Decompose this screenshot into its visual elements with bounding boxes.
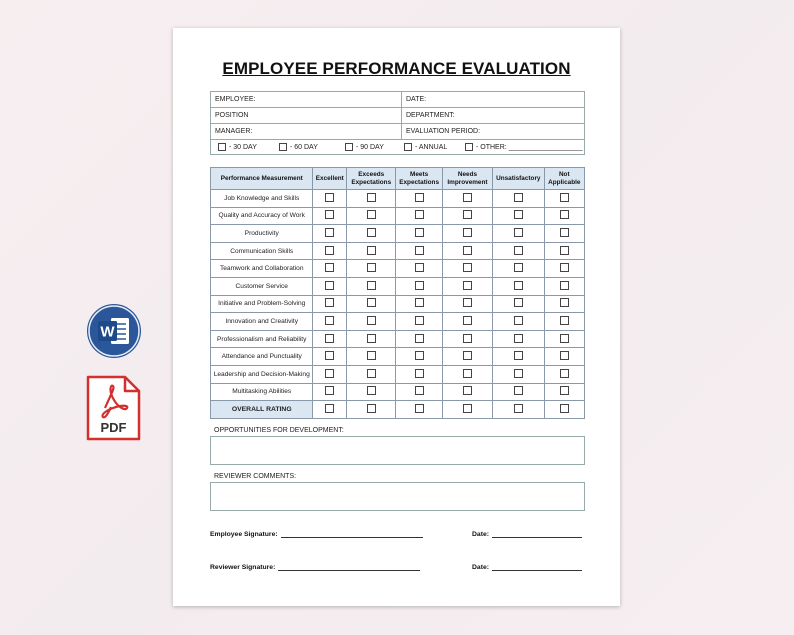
rating-cell bbox=[442, 401, 492, 419]
rating-cell bbox=[442, 365, 492, 383]
rating-cell bbox=[347, 242, 396, 260]
rating-cell bbox=[493, 260, 545, 278]
rating-checkbox[interactable] bbox=[463, 369, 472, 378]
rating-cell bbox=[442, 383, 492, 401]
word-icon-letter: W bbox=[100, 323, 115, 341]
rating-cell bbox=[347, 383, 396, 401]
rating-checkbox[interactable] bbox=[325, 334, 334, 343]
rating-checkbox[interactable] bbox=[325, 281, 334, 290]
rating-checkbox[interactable] bbox=[463, 281, 472, 290]
rating-cell bbox=[442, 277, 492, 295]
rating-checkbox[interactable] bbox=[325, 386, 334, 395]
rating-checkbox[interactable] bbox=[415, 210, 424, 219]
rating-checkbox[interactable] bbox=[367, 246, 376, 255]
rating-cell bbox=[396, 207, 443, 225]
rating-checkbox[interactable] bbox=[463, 298, 472, 307]
rating-cell bbox=[544, 207, 584, 225]
rating-checkbox[interactable] bbox=[560, 193, 569, 202]
reviewer-signature-line[interactable] bbox=[278, 563, 420, 571]
rating-cell bbox=[544, 365, 584, 383]
rating-checkbox[interactable] bbox=[325, 298, 334, 307]
rating-cell bbox=[396, 277, 443, 295]
rating-cell bbox=[313, 242, 347, 260]
rating-checkbox[interactable] bbox=[325, 263, 334, 272]
table-row bbox=[211, 313, 585, 331]
rating-cell bbox=[313, 225, 347, 243]
rating-cell bbox=[493, 313, 545, 331]
rating-checkbox[interactable] bbox=[514, 351, 523, 360]
rating-checkbox[interactable] bbox=[415, 298, 424, 307]
rating-cell bbox=[493, 207, 545, 225]
rating-checkbox[interactable] bbox=[560, 281, 569, 290]
reviewer-date-line[interactable] bbox=[492, 563, 582, 571]
rating-cell bbox=[544, 401, 584, 419]
reviewer-date-label: Date: bbox=[472, 564, 489, 571]
rating-cell bbox=[347, 401, 396, 419]
comments-input[interactable] bbox=[210, 482, 585, 511]
rating-cell bbox=[396, 330, 443, 348]
rating-checkbox[interactable] bbox=[463, 316, 472, 325]
rating-checkbox[interactable] bbox=[463, 193, 472, 202]
rating-checkbox[interactable] bbox=[514, 298, 523, 307]
period-option-annual[interactable]: - ANNUAL bbox=[404, 143, 447, 151]
employee-field[interactable]: EMPLOYEE: bbox=[211, 92, 402, 108]
checkbox-icon[interactable] bbox=[279, 143, 287, 151]
pdf-icon bbox=[85, 374, 142, 442]
rating-cell bbox=[396, 348, 443, 366]
rating-checkbox[interactable] bbox=[415, 404, 424, 413]
table-row bbox=[211, 190, 585, 208]
department-field[interactable]: DEPARTMENT: bbox=[402, 108, 585, 124]
rating-cell bbox=[442, 207, 492, 225]
page-title: EMPLOYEE PERFORMANCE EVALUATION bbox=[222, 59, 571, 78]
rating-cell bbox=[442, 330, 492, 348]
criteria-label: Multitasking Abilities bbox=[211, 383, 313, 401]
criteria-label: Quality and Accuracy of Work bbox=[211, 207, 313, 225]
rating-checkbox[interactable] bbox=[514, 316, 523, 325]
employee-date bbox=[472, 530, 582, 538]
table-row bbox=[211, 277, 585, 295]
rating-checkbox[interactable] bbox=[514, 246, 523, 255]
rating-checkbox[interactable] bbox=[463, 404, 472, 413]
rating-checkbox[interactable] bbox=[463, 263, 472, 272]
rating-checkbox[interactable] bbox=[367, 210, 376, 219]
rating-cell bbox=[493, 348, 545, 366]
rating-checkbox[interactable] bbox=[325, 246, 334, 255]
rating-checkbox[interactable] bbox=[514, 228, 523, 237]
header-excellent: Excellent bbox=[313, 168, 347, 190]
rating-cell bbox=[396, 190, 443, 208]
header-exceeds-expectations: Exceeds Expectations bbox=[347, 168, 396, 190]
date-field[interactable]: DATE: bbox=[402, 92, 585, 108]
rating-cell bbox=[396, 401, 443, 419]
manager-field[interactable]: MANAGER: bbox=[211, 124, 402, 140]
rating-cell bbox=[313, 277, 347, 295]
rating-checkbox[interactable] bbox=[560, 386, 569, 395]
position-field[interactable]: POSITION bbox=[211, 108, 402, 124]
rating-checkbox[interactable] bbox=[560, 369, 569, 378]
rating-cell bbox=[544, 242, 584, 260]
rating-cell bbox=[442, 242, 492, 260]
rating-checkbox[interactable] bbox=[514, 210, 523, 219]
rating-checkbox[interactable] bbox=[514, 334, 523, 343]
rating-cell bbox=[493, 190, 545, 208]
table-row bbox=[211, 207, 585, 225]
rating-cell bbox=[396, 295, 443, 313]
rating-cell bbox=[396, 242, 443, 260]
rating-cell bbox=[347, 313, 396, 331]
rating-checkbox[interactable] bbox=[367, 263, 376, 272]
rating-cell bbox=[313, 383, 347, 401]
rating-checkbox[interactable] bbox=[415, 351, 424, 360]
header-criteria: Performance Measurement bbox=[211, 168, 313, 190]
rating-checkbox[interactable] bbox=[514, 281, 523, 290]
rating-cell bbox=[544, 277, 584, 295]
evaluation-sheet bbox=[173, 28, 620, 606]
criteria-label: Productivity bbox=[211, 225, 313, 243]
rating-cell bbox=[544, 225, 584, 243]
rating-checkbox[interactable] bbox=[560, 404, 569, 413]
reviewer-signature bbox=[210, 563, 420, 571]
rating-cell bbox=[313, 401, 347, 419]
rating-cell bbox=[313, 295, 347, 313]
comments-label: REVIEWER COMMENTS: bbox=[214, 473, 297, 480]
header-needs-improvement: Needs Improvement bbox=[442, 168, 492, 190]
checkbox-icon[interactable] bbox=[345, 143, 353, 151]
rating-checkbox[interactable] bbox=[514, 193, 523, 202]
rating-checkbox[interactable] bbox=[367, 369, 376, 378]
rating-checkbox[interactable] bbox=[415, 334, 424, 343]
rating-cell bbox=[493, 295, 545, 313]
rating-cell bbox=[313, 207, 347, 225]
rating-cell bbox=[442, 260, 492, 278]
table-row bbox=[211, 330, 585, 348]
rating-cell bbox=[347, 277, 396, 295]
rating-checkbox[interactable] bbox=[415, 386, 424, 395]
checkbox-icon[interactable] bbox=[465, 143, 473, 151]
rating-cell bbox=[347, 295, 396, 313]
period-option-90-day[interactable]: - 90 DAY bbox=[345, 143, 384, 151]
rating-cell bbox=[347, 348, 396, 366]
rating-cell bbox=[544, 313, 584, 331]
rating-checkbox[interactable] bbox=[560, 246, 569, 255]
rating-cell bbox=[347, 207, 396, 225]
rating-checkbox[interactable] bbox=[415, 246, 424, 255]
period-option-30-day[interactable]: - 30 DAY bbox=[218, 143, 257, 151]
rating-checkbox[interactable] bbox=[514, 404, 523, 413]
rating-cell bbox=[442, 313, 492, 331]
rating-checkbox[interactable] bbox=[560, 351, 569, 360]
rating-cell bbox=[544, 383, 584, 401]
rating-cell bbox=[396, 365, 443, 383]
employee-signature-label: Employee Signature: bbox=[210, 531, 278, 538]
rating-cell bbox=[442, 295, 492, 313]
reviewer-signature-label: Reviewer Signature: bbox=[210, 564, 276, 571]
criteria-label: Initiative and Problem-Solving bbox=[211, 295, 313, 313]
criteria-label: Customer Service bbox=[211, 277, 313, 295]
rating-cell bbox=[347, 260, 396, 278]
reviewer-date bbox=[472, 563, 582, 571]
rating-cell bbox=[493, 330, 545, 348]
rating-cell bbox=[493, 401, 545, 419]
rating-cell bbox=[347, 365, 396, 383]
rating-checkbox[interactable] bbox=[325, 316, 334, 325]
rating-cell bbox=[347, 190, 396, 208]
criteria-label: Innovation and Creativity bbox=[211, 313, 313, 331]
rating-cell bbox=[493, 277, 545, 295]
table-row bbox=[211, 383, 585, 401]
rating-checkbox[interactable] bbox=[560, 316, 569, 325]
header-meets-expectations: Meets Expectations bbox=[396, 168, 443, 190]
rating-checkbox[interactable] bbox=[514, 369, 523, 378]
criteria-label: Teamwork and Collaboration bbox=[211, 260, 313, 278]
rating-checkbox[interactable] bbox=[415, 228, 424, 237]
employee-date-label: Date: bbox=[472, 531, 489, 538]
rating-checkbox[interactable] bbox=[560, 263, 569, 272]
rating-checkbox[interactable] bbox=[325, 351, 334, 360]
rating-cell bbox=[313, 313, 347, 331]
rating-checkbox[interactable] bbox=[463, 246, 472, 255]
rating-cell bbox=[544, 260, 584, 278]
rating-checkbox[interactable] bbox=[367, 228, 376, 237]
rating-cell bbox=[313, 365, 347, 383]
rating-checkbox[interactable] bbox=[415, 263, 424, 272]
rating-checkbox[interactable] bbox=[367, 351, 376, 360]
checkbox-icon[interactable] bbox=[404, 143, 412, 151]
rating-cell bbox=[544, 330, 584, 348]
rating-checkbox[interactable] bbox=[463, 334, 472, 343]
word-icon bbox=[87, 304, 141, 358]
header-unsatisfactory: Unsatisfactory bbox=[493, 168, 545, 190]
table-row bbox=[211, 365, 585, 383]
overall-rating-row bbox=[211, 401, 585, 419]
rating-checkbox[interactable] bbox=[560, 298, 569, 307]
overall-rating-label: OVERALL RATING bbox=[211, 401, 313, 419]
rating-cell bbox=[396, 225, 443, 243]
rating-checkbox[interactable] bbox=[325, 210, 334, 219]
rating-cell bbox=[396, 313, 443, 331]
period-option-other[interactable]: - OTHER: ___________________ bbox=[465, 143, 583, 151]
rating-cell bbox=[544, 348, 584, 366]
table-row bbox=[211, 225, 585, 243]
period-options bbox=[210, 139, 585, 155]
rating-checkbox[interactable] bbox=[325, 404, 334, 413]
criteria-label: Communication Skills bbox=[211, 242, 313, 260]
rating-checkbox[interactable] bbox=[514, 386, 523, 395]
rating-checkbox[interactable] bbox=[367, 404, 376, 413]
rating-checkbox[interactable] bbox=[415, 193, 424, 202]
rating-cell bbox=[493, 365, 545, 383]
evaluation-period-field[interactable]: EVALUATION PERIOD: bbox=[402, 124, 585, 140]
rating-cell bbox=[313, 330, 347, 348]
rating-checkbox[interactable] bbox=[560, 210, 569, 219]
employee-signature-line[interactable] bbox=[281, 530, 423, 538]
rating-cell bbox=[493, 225, 545, 243]
rating-checkbox[interactable] bbox=[415, 316, 424, 325]
employee-signature bbox=[210, 530, 423, 538]
performance-table bbox=[210, 167, 585, 419]
rating-cell bbox=[493, 242, 545, 260]
rating-checkbox[interactable] bbox=[367, 386, 376, 395]
table-row bbox=[211, 260, 585, 278]
rating-checkbox[interactable] bbox=[367, 334, 376, 343]
rating-cell bbox=[442, 348, 492, 366]
rating-cell bbox=[396, 260, 443, 278]
rating-checkbox[interactable] bbox=[463, 228, 472, 237]
rating-checkbox[interactable] bbox=[560, 228, 569, 237]
employee-date-line[interactable] bbox=[492, 530, 582, 538]
rating-cell bbox=[544, 190, 584, 208]
rating-cell bbox=[544, 295, 584, 313]
criteria-label: Job Knowledge and Skills bbox=[211, 190, 313, 208]
rating-checkbox[interactable] bbox=[463, 386, 472, 395]
rating-checkbox[interactable] bbox=[367, 193, 376, 202]
period-option-60-day[interactable]: - 60 DAY bbox=[279, 143, 318, 151]
performance-table-header bbox=[211, 168, 585, 190]
rating-cell bbox=[442, 190, 492, 208]
rating-checkbox[interactable] bbox=[560, 334, 569, 343]
rating-checkbox[interactable] bbox=[415, 281, 424, 290]
employee-info-table bbox=[210, 91, 585, 140]
checkbox-icon[interactable] bbox=[218, 143, 226, 151]
rating-checkbox[interactable] bbox=[325, 193, 334, 202]
rating-checkbox[interactable] bbox=[325, 228, 334, 237]
rating-cell bbox=[347, 225, 396, 243]
rating-cell bbox=[313, 260, 347, 278]
rating-checkbox[interactable] bbox=[367, 298, 376, 307]
criteria-label: Professionalism and Reliability bbox=[211, 330, 313, 348]
table-row bbox=[211, 348, 585, 366]
pdf-icon-label: PDF bbox=[100, 420, 127, 435]
development-label: OPPORTUNITIES FOR DEVELOPMENT: bbox=[214, 427, 344, 434]
criteria-label: Attendance and Punctuality bbox=[211, 348, 313, 366]
header-not-applicable: Not Applicable bbox=[544, 168, 584, 190]
rating-checkbox[interactable] bbox=[367, 316, 376, 325]
rating-cell bbox=[442, 225, 492, 243]
rating-checkbox[interactable] bbox=[514, 263, 523, 272]
rating-cell bbox=[396, 383, 443, 401]
rating-checkbox[interactable] bbox=[463, 351, 472, 360]
table-row bbox=[211, 242, 585, 260]
criteria-label: Leadership and Decision-Making bbox=[211, 365, 313, 383]
rating-checkbox[interactable] bbox=[367, 281, 376, 290]
development-input[interactable] bbox=[210, 436, 585, 465]
rating-cell bbox=[347, 330, 396, 348]
rating-cell bbox=[313, 190, 347, 208]
rating-cell bbox=[313, 348, 347, 366]
rating-checkbox[interactable] bbox=[415, 369, 424, 378]
rating-checkbox[interactable] bbox=[325, 369, 334, 378]
rating-cell bbox=[493, 383, 545, 401]
table-row bbox=[211, 295, 585, 313]
rating-checkbox[interactable] bbox=[463, 210, 472, 219]
